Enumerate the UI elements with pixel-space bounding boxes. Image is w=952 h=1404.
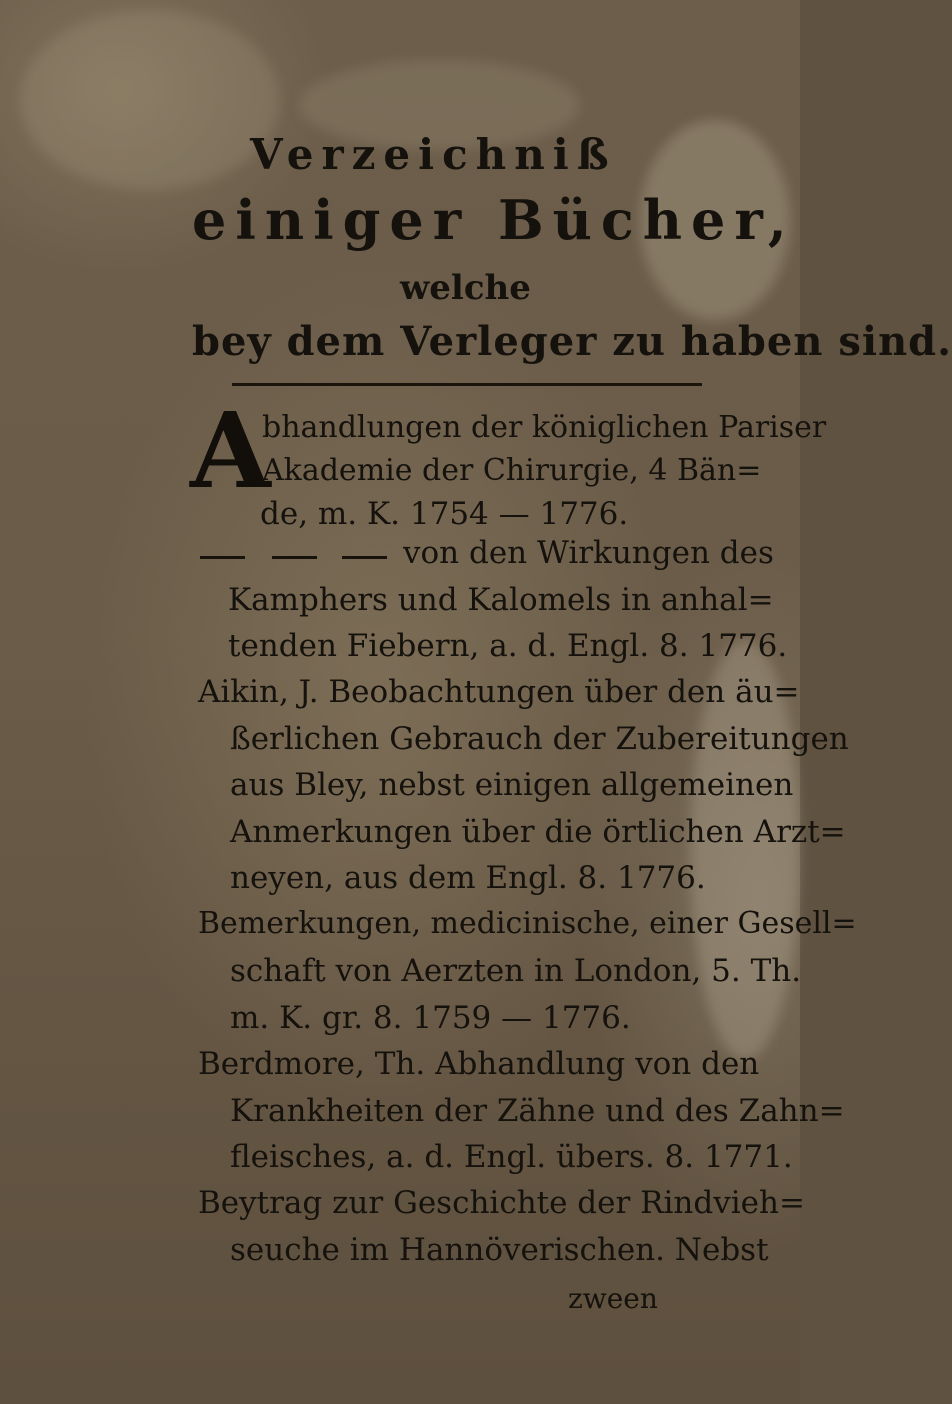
divider-rule xyxy=(232,383,702,386)
entry-kampher-line: Kamphers und Kalomels in anhal= xyxy=(228,582,774,618)
entry-aikin-line: aus Bley, nebst einigen allgemeinen xyxy=(230,767,794,803)
drop-capital: A xyxy=(190,389,271,512)
ditto-dash xyxy=(342,556,387,559)
entry-aikin-line: Aikin, J. Beobachtungen über den äu= xyxy=(198,674,800,710)
paper-stain xyxy=(20,10,280,190)
entry-abhandlungen-line: de, m. K. 1754 — 1776. xyxy=(260,496,629,532)
entry-aikin-line: ßerlichen Gebrauch der Zubereitungen xyxy=(230,721,849,757)
heading-welche: welche xyxy=(400,268,531,308)
ditto-dash xyxy=(272,556,317,559)
entry-abhandlungen-line: Akademie der Chirurgie, 4 Bän= xyxy=(262,453,762,488)
heading-bey-dem-verleger: bey dem Verleger zu haben sind. xyxy=(192,318,952,365)
heading-verzeichniss: Verzeichniß xyxy=(250,130,617,179)
entry-bemerkungen-line: Bemerkungen, medicinische, einer Gesell= xyxy=(198,906,857,941)
heading-einiger-buecher: einiger Bücher, xyxy=(192,188,796,252)
entry-berdmore-line: fleisches, a. d. Engl. übers. 8. 1771. xyxy=(230,1139,793,1175)
entry-aikin-line: neyen, aus dem Engl. 8. 1776. xyxy=(230,860,706,896)
ditto-dash xyxy=(200,556,245,559)
entry-beytrag-line: Beytrag zur Geschichte der Rindvieh= xyxy=(198,1185,805,1221)
entry-kampher-line: tenden Fiebern, a. d. Engl. 8. 1776. xyxy=(228,628,788,664)
entry-berdmore-line: Berdmore, Th. Abhandlung von den xyxy=(198,1046,760,1082)
entry-kampher-line: von den Wirkungen des xyxy=(403,535,774,571)
entry-beytrag-line: seuche im Hannöverischen. Nebst xyxy=(230,1232,769,1268)
entry-bemerkungen-line: schaft von Aerzten in London, 5. Th. xyxy=(230,953,802,989)
entry-aikin-line: Anmerkungen über die örtlichen Arzt= xyxy=(230,814,846,850)
entry-abhandlungen-line: bhandlungen der königlichen Pariser xyxy=(262,410,827,445)
entry-bemerkungen-line: m. K. gr. 8. 1759 — 1776. xyxy=(230,1000,631,1036)
catchword: zween xyxy=(568,1282,658,1315)
entry-berdmore-line: Krankheiten der Zähne und des Zahn= xyxy=(230,1093,845,1129)
